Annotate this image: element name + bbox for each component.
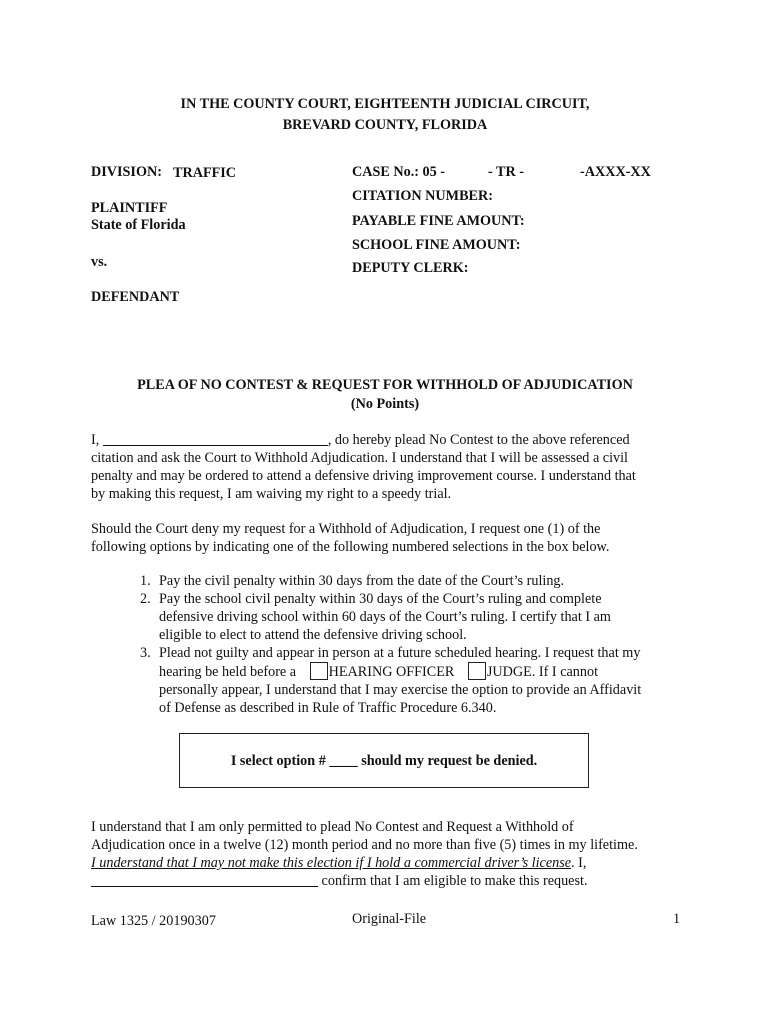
hearing-officer-label: HEARING OFFICER xyxy=(328,664,455,680)
intro-line-2: following options by indicating one of the following numbered selections in the box below. xyxy=(91,539,610,555)
defendant-label: DEFENDANT xyxy=(91,289,180,305)
plea-line-2: citation and ask the Court to Withhold Adjudication. I understand that I will be assessed a civil xyxy=(91,450,629,466)
option-1-number: 1. xyxy=(140,573,151,589)
caption-line-2: BREVARD COUNTY, FLORIDA xyxy=(282,117,488,133)
option-2-number: 2. xyxy=(140,591,151,607)
plea-line-1-suffix: , do hereby plead No Contest to the above referenced xyxy=(327,432,630,448)
division-label: DIVISION: xyxy=(91,164,162,180)
denial-options-intro xyxy=(91,520,701,556)
plaintiff-label: PLAINTIFF xyxy=(91,200,168,216)
cdl-warning: I understand that I may not make this election if I hold a commercial driver’s license xyxy=(91,855,572,871)
option-3-line-1: Plead not guilty and appear in person at a future scheduled hearing. I request that my xyxy=(159,645,641,661)
versus-label: vs. xyxy=(91,254,108,270)
eligibility-line-3 xyxy=(91,854,701,872)
eligibility-paragraph xyxy=(91,818,701,890)
form-identifier: Law 1325 / 20190307 xyxy=(91,913,216,929)
option-3-line-3: personally appear, I understand that I may exercise the option to provide an Affidavit xyxy=(159,682,642,698)
signature-name-blank[interactable] xyxy=(91,872,318,887)
judge-checkbox[interactable] xyxy=(468,662,486,680)
plea-line-3: penalty and may be ordered to attend a defensive driving improvement course. I understand that xyxy=(91,468,636,484)
option-2 xyxy=(128,590,688,644)
options-list xyxy=(128,572,688,717)
option-3-line-4: of Defense as described in Rule of Traffic Procedure 6.340. xyxy=(159,700,497,716)
option-selection-box[interactable] xyxy=(179,733,589,788)
page-number: 1 xyxy=(673,911,681,927)
deputy-clerk-label: DEPUTY CLERK: xyxy=(352,260,469,276)
eligibility-line-2: Adjudication once in a twelve (12) month period and no more than five (5) times in my lifetime. xyxy=(91,837,638,853)
option-1-line-1: Pay the civil penalty within 30 days from the date of the Court’s ruling. xyxy=(159,573,565,589)
option-3-number: 3. xyxy=(140,645,151,661)
school-fine-label: SCHOOL FINE AMOUNT: xyxy=(352,237,521,253)
original-file-label: Original-File xyxy=(352,911,427,927)
document-title xyxy=(0,376,770,414)
case-number-middle: - TR - xyxy=(488,164,524,180)
plaintiff-value: State of Florida xyxy=(91,217,186,233)
citation-number-label: CITATION NUMBER: xyxy=(352,188,493,204)
eligibility-line-1: I understand that I am only permitted to plead No Contest and Request a Withhold of xyxy=(91,819,574,835)
intro-line-1: Should the Court deny my request for a Withhold of Adjudication, I request one (1) of the xyxy=(91,521,601,537)
case-number-label: CASE No.: 05 - xyxy=(352,164,446,180)
option-1 xyxy=(128,572,688,590)
plea-line-1 xyxy=(91,431,701,449)
division-value: TRAFFIC xyxy=(173,165,237,181)
caption-line-1: IN THE COUNTY COURT, EIGHTEENTH JUDICIAL CIRCUIT, xyxy=(180,96,590,112)
eligibility-line-3-tail: . I, xyxy=(571,855,587,871)
option-3 xyxy=(128,644,688,717)
case-number-suffix: -AXXX-XX xyxy=(580,164,651,180)
option-2-line-3: eligible to elect to attend the defensive driving school. xyxy=(159,627,467,643)
plea-paragraph xyxy=(91,431,701,503)
option-2-line-2: defensive driving school within 60 days of the Court’s ruling. I certify that I am xyxy=(159,609,611,625)
name-blank[interactable] xyxy=(103,431,328,446)
eligibility-line-4 xyxy=(91,872,701,890)
judge-label: JUDGE. If I cannot xyxy=(486,664,599,680)
title-main: PLEA OF NO CONTEST & REQUEST FOR WITHHOLD OF ADJUDICATION xyxy=(137,377,633,393)
option-selection-text: I select option # ____ should my request be denied. xyxy=(230,753,538,769)
hearing-officer-checkbox[interactable] xyxy=(310,662,328,680)
option-2-line-1: Pay the school civil penalty within 30 days of the Court’s ruling and complete xyxy=(159,591,602,607)
plea-line-4: by making this request, I am waiving my right to a speedy trial. xyxy=(91,486,452,502)
payable-fine-label: PAYABLE FINE AMOUNT: xyxy=(352,213,525,229)
plea-line-1-prefix: I, xyxy=(91,432,100,448)
option-3-hearing-line xyxy=(159,662,688,681)
court-caption xyxy=(0,94,770,136)
eligibility-confirm-text: confirm that I am eligible to make this request. xyxy=(318,873,588,889)
hearing-before-text: hearing be held before a xyxy=(159,664,297,680)
title-sub: (No Points) xyxy=(350,396,420,412)
